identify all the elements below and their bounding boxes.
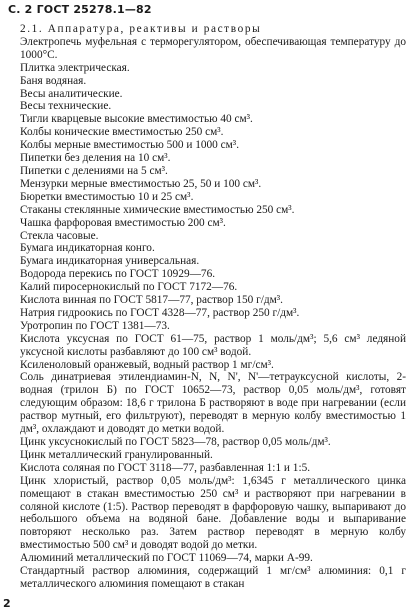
paragraph: Ксиленоловый оранжевый, водный раствор 1 мг/см³. <box>20 358 274 371</box>
page-number: 2 <box>3 597 11 610</box>
paragraph: Электропечь муфельная с терморегулятором, обеспечивающая температуру до 1000°С. <box>20 35 406 61</box>
paragraph: Колбы мерные вместимостью 500 и 1000 см³. <box>20 139 240 152</box>
paragraph: Кислота винная по ГОСТ 5817—77, раствор 150 г/дм³. <box>20 294 283 307</box>
paragraph: Колбы конические вместимостью 250 см³. <box>20 126 224 139</box>
paragraph: Цинк уксуснокислый по ГОСТ 5823—78, раствор 0,05 моль/дм³. <box>20 436 331 448</box>
paragraph: Кислота соляная по ГОСТ 3118—77, разбавленная 1:1 и 1:5. <box>20 461 311 474</box>
paragraph: Бумага индикаторная конго. <box>20 242 155 255</box>
page-header: С. 2 ГОСТ 25278.1—82 <box>8 3 152 16</box>
paragraph: Стандартный раствор алюминия, содержащий 1 мг/см³ алюминия: 0,1 г металлического алюминия помещают в стакан <box>20 565 406 590</box>
paragraph: Пипетки без деления на 10 см³. <box>20 152 171 165</box>
paragraph: Калий пиросернокислый по ГОСТ 7172—76. <box>20 281 238 294</box>
paragraph: Натрия гидроокись по ГОСТ 4328—77, раствор 250 г/дм³. <box>20 306 300 319</box>
paragraph: Уротропин по ГОСТ 1381—73. <box>20 319 170 332</box>
paragraph: Пипетки с делениями на 5 см³. <box>20 164 168 177</box>
paragraph: Кислота уксусная по ГОСТ 61—75, раствор 1 моль/дм³; 5,6 см³ ледяной уксусной кислоты разбавляют до 100 см³ водой. <box>20 332 406 358</box>
paragraph: Плитка электрическая. <box>20 61 130 74</box>
paragraph: Весы технические. <box>20 100 112 113</box>
section-body <box>8 23 406 591</box>
paragraph: Соль динатриевая этилендиамин-N, N, N', N'—тетрауксусной кислоты, 2-водная (трилон Б) по ГОСТ 10652—73, раствор 0,05 моль/дм³, готовят следующим образом: 18,6 г трилона Б растворяют в воде при нагревании (если раствор мутный, его фильтруют), переводят в мерную колбу вместимостью 1 дм³, охлаждают и доводят до метки водой. <box>20 371 406 436</box>
paragraph: Бюретки вместимостью 10 и 25 см³. <box>20 190 194 203</box>
paragraph: Стекла часовые. <box>20 229 99 242</box>
section-heading: 2.1. Аппаратура, реактивы и растворы <box>20 23 262 35</box>
paragraph: Весы аналитические. <box>20 87 123 100</box>
paragraph: Стаканы стеклянные химические вместимостью 250 см³. <box>20 203 295 216</box>
paragraph: Чашка фарфоровая вместимостью 200 см³. <box>20 216 226 229</box>
paragraph: Мензурки мерные вместимостью 25, 50 и 100 см³. <box>20 177 262 190</box>
paragraph: Алюминий металлический по ГОСТ 11069—74, марки А-99. <box>20 552 313 565</box>
paragraph: Водорода перекись по ГОСТ 10929—76. <box>20 268 216 281</box>
paragraph: Тигли кварцевые высокие вместимостью 40 см³. <box>20 113 253 126</box>
paragraph: Бумага индикаторная универсальная. <box>20 255 200 268</box>
paragraph: Цинк хлористый, раствор 0,05 моль/дм³: 1,6345 г металлического цинка помещают в стакан вместимостью 250 см³ и растворяют при нагревании в соляной кислоте (1:5). Раствор переводят в фарфоровую чашку, выпаривают до небольшого объема на водяной бане. Добавление воды и выпаривание повторяют несколько раз. Затем раствор переводят в мерную колбу вместимостью 500 см³ и доводят водой до метки. <box>20 474 406 552</box>
paragraph: Цинк металлический гранулированный. <box>20 448 213 461</box>
paragraph: Баня водяная. <box>20 74 87 87</box>
